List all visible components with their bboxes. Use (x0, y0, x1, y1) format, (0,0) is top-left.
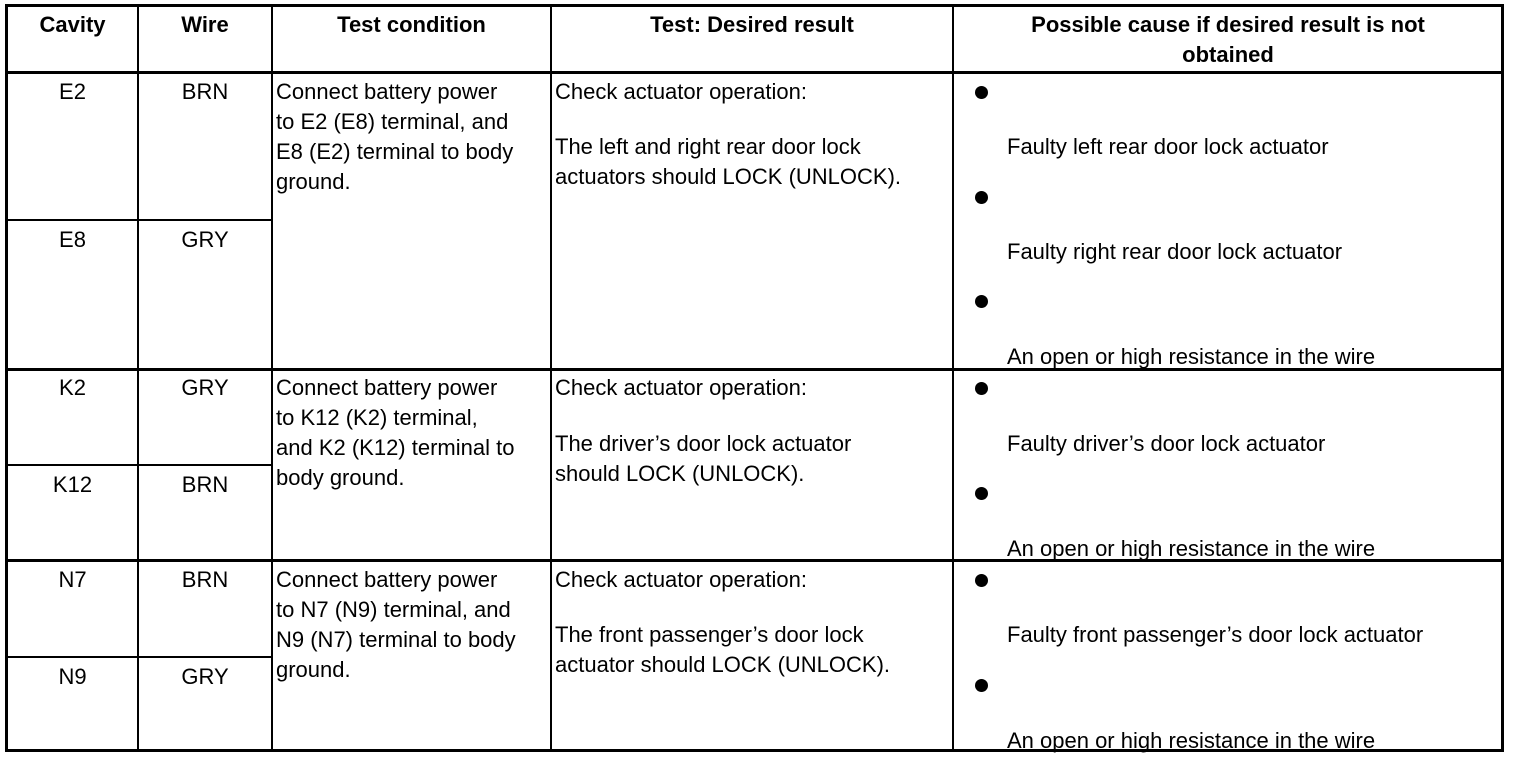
cavity-cell: K2 (59, 375, 86, 400)
test-condition-line: ground. (276, 169, 351, 194)
column-divider (952, 4, 954, 752)
possible-cause-item: Faulty front passenger’s door lock actuator (1007, 622, 1424, 647)
bullet-icon (975, 191, 988, 204)
test-condition-line: Connect battery power (276, 79, 498, 104)
test-condition-line: to E2 (E8) terminal, and (276, 109, 509, 134)
test-condition-line: N9 (N7) terminal to body (276, 627, 516, 652)
column-divider (550, 4, 552, 752)
possible-cause-item: An open or high resistance in the wire (1007, 536, 1376, 561)
header-possible-cause: obtained (1182, 42, 1274, 67)
test-condition-line: E8 (E2) terminal to body (276, 139, 514, 164)
test-condition-line: to K12 (K2) terminal, (276, 405, 478, 430)
bullet-icon (975, 295, 988, 308)
desired-result-line: Check actuator operation: (555, 567, 807, 592)
wire-cell: GRY (181, 227, 229, 252)
bullet-icon (975, 86, 988, 99)
header-wire: Wire (181, 12, 229, 37)
desired-result-line: Check actuator operation: (555, 79, 807, 104)
possible-cause-item: An open or high resistance in the wire (1007, 344, 1376, 369)
cavity-cell: E2 (59, 79, 86, 104)
header-divider (5, 71, 1504, 74)
desired-result-line: The left and right rear door lock (555, 134, 861, 159)
header-cavity: Cavity (39, 12, 106, 37)
possible-cause-item: Faulty driver’s door lock actuator (1007, 431, 1326, 456)
wire-cell: GRY (181, 664, 229, 689)
cavity-cell: N7 (58, 567, 87, 592)
bullet-icon (975, 382, 988, 395)
desired-result-line: The driver’s door lock actuator (555, 431, 852, 456)
possible-cause-item: An open or high resistance in the wire (1007, 728, 1376, 753)
cavity-cell: K12 (52, 472, 93, 497)
test-condition-line: body ground. (276, 465, 405, 490)
test-condition-line: Connect battery power (276, 567, 498, 592)
bullet-icon (975, 679, 988, 692)
possible-cause-item: Faulty left rear door lock actuator (1007, 134, 1329, 159)
column-divider (271, 4, 273, 752)
wire-cell: BRN (181, 472, 229, 497)
test-condition-line: ground. (276, 657, 351, 682)
desired-result-line: actuators should LOCK (UNLOCK). (555, 164, 902, 189)
test-condition-line: Connect battery power (276, 375, 498, 400)
wire-cell: GRY (181, 375, 229, 400)
desired-result-line: The front passenger’s door lock (555, 622, 864, 647)
test-condition-line: and K2 (K12) terminal to (276, 435, 515, 460)
desired-result-line: Check actuator operation: (555, 375, 807, 400)
desired-result-line: actuator should LOCK (UNLOCK). (555, 652, 891, 677)
test-condition-line: to N7 (N9) terminal, and (276, 597, 511, 622)
wire-cell: BRN (181, 567, 229, 592)
header-test-condition: Test condition (337, 12, 486, 37)
wire-cell: BRN (181, 79, 229, 104)
desired-result-line: should LOCK (UNLOCK). (555, 461, 805, 486)
header-desired-result: Test: Desired result (650, 12, 854, 37)
bullet-icon (975, 574, 988, 587)
bullet-icon (975, 487, 988, 500)
cavity-cell: E8 (59, 227, 86, 252)
cavity-cell: N9 (58, 664, 87, 689)
header-possible-cause: Possible cause if desired result is not (1031, 12, 1425, 37)
possible-cause-item: Faulty right rear door lock actuator (1007, 239, 1343, 264)
